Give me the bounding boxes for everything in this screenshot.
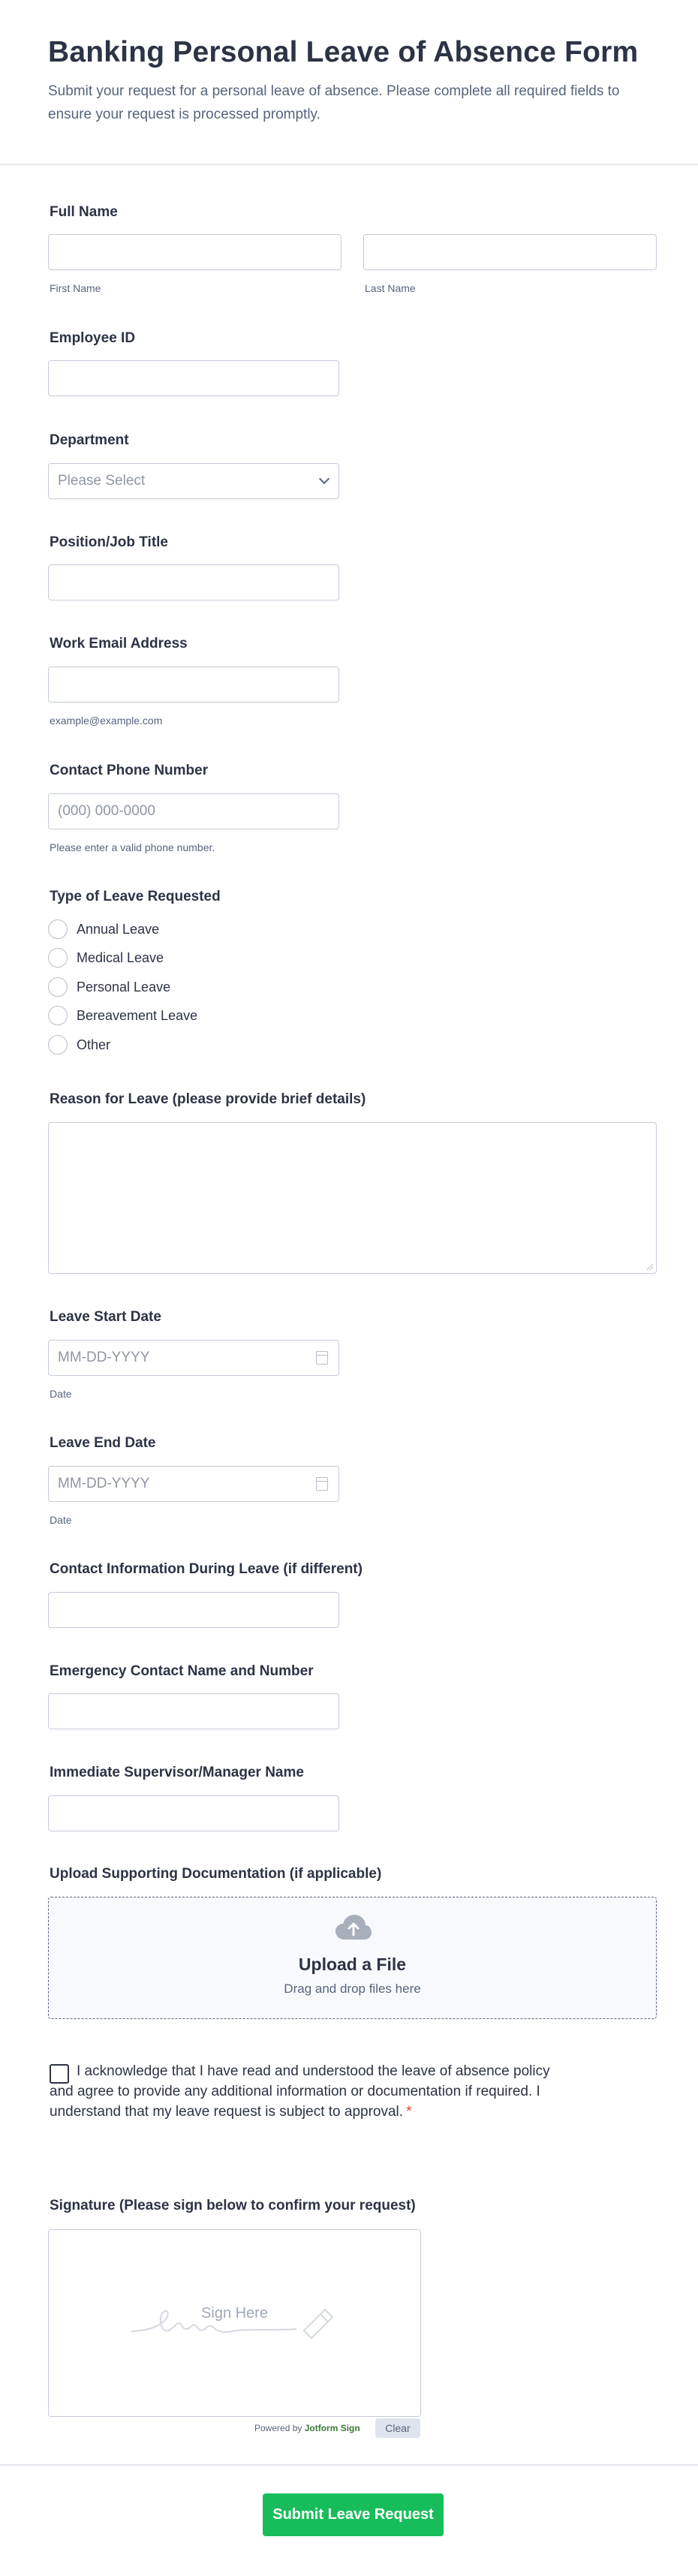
radio-medical-leave[interactable] — [48, 947, 164, 968]
signature-pad[interactable] — [48, 2229, 421, 2417]
form-header — [0, 0, 698, 165]
required-mark: * — [406, 2104, 412, 2120]
radio-circle[interactable] — [48, 1035, 68, 1055]
contact-during-input[interactable] — [48, 1592, 339, 1628]
start-date-placeholder: MM-DD-YYYY — [58, 1350, 150, 1365]
radio-label: Medical Leave — [77, 949, 164, 965]
radio-label: Personal Leave — [77, 979, 171, 995]
chevron-down-icon — [319, 474, 329, 484]
employee-id-input[interactable] — [48, 360, 339, 396]
start-date-sublabel: Date — [50, 1388, 72, 1400]
clear-signature-button[interactable]: Clear — [375, 2418, 420, 2438]
calendar-icon[interactable] — [316, 1351, 328, 1365]
work-email-input[interactable] — [48, 667, 339, 703]
radio-label: Bereavement Leave — [77, 1007, 198, 1023]
powered-by-text — [254, 2423, 360, 2433]
work-email-label: Work Email Address — [50, 636, 188, 652]
radio-other[interactable] — [48, 1034, 110, 1055]
first-name-sublabel: First Name — [50, 282, 101, 294]
radio-bereavement-leave[interactable] — [48, 1005, 197, 1026]
reason-textarea[interactable] — [48, 1122, 657, 1274]
employee-id-label: Employee ID — [50, 330, 136, 346]
end-date-placeholder: MM-DD-YYYY — [58, 1476, 150, 1491]
end-date-input[interactable] — [48, 1466, 339, 1502]
start-date-input[interactable] — [48, 1340, 339, 1376]
department-placeholder: Please Select — [58, 473, 146, 489]
powered-by-prefix: Powered by — [254, 2423, 302, 2433]
sign-here-placeholder: Sign Here — [201, 2305, 268, 2322]
radio-personal-leave[interactable] — [48, 977, 170, 998]
phone-input[interactable] — [48, 793, 339, 829]
contact-during-label: Contact Information During Leave (if different) — [50, 1561, 363, 1577]
supervisor-input[interactable] — [48, 1795, 339, 1831]
last-name-sublabel: Last Name — [365, 282, 416, 294]
department-label: Department — [50, 432, 129, 448]
radio-label: Other — [77, 1037, 111, 1052]
end-date-label: Leave End Date — [50, 1435, 156, 1451]
reason-label: Reason for Leave (please provide brief details) — [50, 1091, 366, 1107]
resize-handle-icon[interactable] — [645, 1262, 653, 1270]
submit-button[interactable]: Submit Leave Request — [263, 2493, 444, 2536]
emergency-contact-input[interactable] — [48, 1693, 339, 1729]
radio-circle[interactable] — [48, 1006, 68, 1025]
calendar-icon[interactable] — [316, 1477, 328, 1491]
leave-type-label: Type of Leave Requested — [50, 889, 221, 904]
work-email-sublabel: example@example.com — [50, 715, 163, 727]
radio-circle[interactable] — [48, 919, 68, 939]
last-name-input[interactable] — [363, 234, 657, 270]
supervisor-label: Immediate Supervisor/Manager Name — [50, 1765, 304, 1780]
cloud-upload-icon — [334, 1912, 373, 1943]
full-name-label: Full Name — [50, 204, 118, 220]
first-name-input[interactable] — [48, 234, 341, 270]
signature-label: Signature (Please sign below to confirm your request) — [50, 2198, 416, 2213]
start-date-label: Leave Start Date — [50, 1309, 161, 1325]
radio-label: Annual Leave — [77, 921, 160, 937]
upload-subtitle: Drag and drop files here — [284, 1982, 421, 1996]
phone-placeholder: (000) 000-0000 — [58, 803, 155, 819]
radio-circle[interactable] — [48, 948, 68, 968]
page-title: Banking Personal Leave of Absence Form — [48, 36, 639, 68]
acknowledge-text — [50, 2061, 575, 2122]
phone-label: Contact Phone Number — [50, 763, 209, 778]
position-label: Position/Job Title — [50, 534, 168, 550]
file-upload-dropzone[interactable] — [48, 1897, 657, 2019]
page-subtitle: Submit your request for a personal leave of absence. Please complete all required fields to ensure your request is processed promptly. — [48, 83, 620, 122]
phone-sublabel: Please enter a valid phone number. — [50, 841, 215, 853]
upload-label: Upload Supporting Documentation (if applicable) — [50, 1866, 382, 1882]
end-date-sublabel: Date — [50, 1514, 72, 1526]
radio-circle[interactable] — [48, 977, 68, 997]
department-select[interactable] — [48, 463, 339, 499]
radio-annual-leave[interactable] — [48, 919, 159, 940]
acknowledge-checkbox[interactable] — [50, 2064, 69, 2084]
powered-by-brand: Jotform Sign — [304, 2423, 360, 2433]
position-input[interactable] — [48, 564, 339, 600]
divider — [0, 2464, 698, 2466]
acknowledge-label: I acknowledge that I have read and understood the leave of absence policy and agree to provide any additional information or documentation if required. I understand that my leave request is subject to approval. — [50, 2063, 550, 2120]
emergency-contact-label: Emergency Contact Name and Number — [50, 1663, 314, 1679]
upload-title: Upload a File — [298, 1955, 407, 1974]
